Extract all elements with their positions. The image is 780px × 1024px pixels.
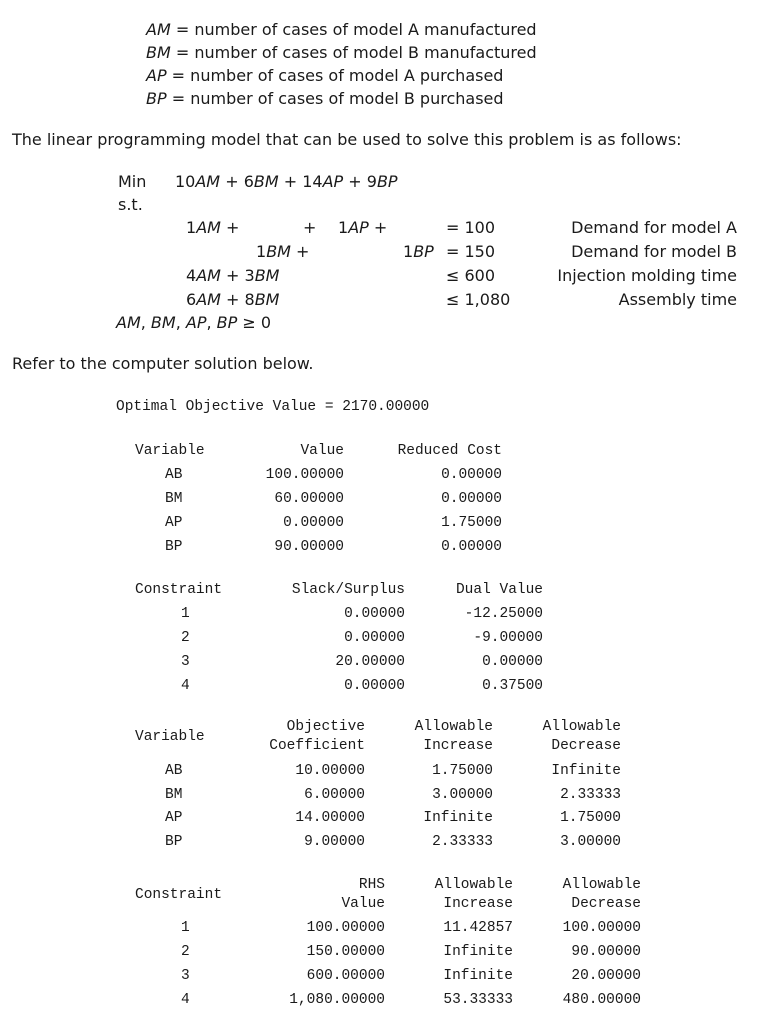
- rhs-range-row-1-dec: 100.00000: [562, 920, 641, 936]
- con-row-4-id: 4: [181, 678, 190, 694]
- rhs-range-row-2-value: 150.00000: [306, 944, 385, 960]
- constraint-3-desc: Injection molding time: [557, 266, 737, 285]
- rhs-range-row-3-inc: Infinite: [443, 968, 513, 984]
- rhs-range-header-value: Value: [341, 896, 385, 912]
- obj-range-row-3-coef: 14.00000: [295, 810, 365, 826]
- constraint-4-rhs: ≤ 1,080: [446, 290, 511, 309]
- con-row-1-dual: -12.25000: [464, 606, 543, 622]
- rhs-range-row-1-inc: 11.42857: [443, 920, 513, 936]
- min-label: Min: [118, 172, 147, 191]
- con-table-header-slack: Slack/Surplus: [291, 582, 405, 598]
- constraint-1-plus: +: [303, 218, 317, 237]
- nonnegativity: AM, BM, AP, BP ≥ 0: [116, 313, 272, 332]
- rhs-range-row-1-value: 100.00000: [306, 920, 385, 936]
- obj-range-row-4-dec: 3.00000: [560, 834, 621, 850]
- constraint-1-rhs: = 100: [446, 218, 496, 237]
- con-row-1-id: 1: [181, 606, 190, 622]
- constraint-1-term-ap: 1AP +: [338, 218, 388, 237]
- var-row-1-value: 100.00000: [265, 467, 344, 483]
- obj-range-row-1-dec: Infinite: [551, 763, 621, 779]
- rhs-range-row-2-inc: Infinite: [443, 944, 513, 960]
- obj-range-header-decrease: Decrease: [551, 738, 621, 754]
- con-row-4-slack: 0.00000: [344, 678, 405, 694]
- rhs-range-header-constraint: Constraint: [135, 887, 223, 903]
- obj-range-row-4-var: BP: [165, 834, 183, 850]
- obj-range-header-objective: Objective: [286, 719, 365, 735]
- var-row-1-name: AB: [165, 467, 183, 483]
- constraint-2-desc: Demand for model B: [571, 242, 737, 261]
- con-row-4-dual: 0.37500: [482, 678, 543, 694]
- con-row-3-id: 3: [181, 654, 190, 670]
- obj-range-row-4-coef: 9.00000: [304, 834, 365, 850]
- optimal-objective-value: Optimal Objective Value = 2170.00000: [116, 399, 430, 415]
- constraint-1-term-am: 1AM +: [186, 218, 240, 237]
- obj-range-row-2-coef: 6.00000: [304, 787, 365, 803]
- con-row-2-dual: -9.00000: [473, 630, 543, 646]
- var-row-2-value: 60.00000: [274, 491, 344, 507]
- var-table-header-variable: Variable: [135, 443, 205, 459]
- obj-range-header-allowable-dec: Allowable: [542, 719, 621, 735]
- var-row-3-value: 0.00000: [283, 515, 344, 531]
- intro-text: The linear programming model that can be used to solve this problem is as follows:: [12, 130, 682, 149]
- var-row-1-reduced-cost: 0.00000: [441, 467, 502, 483]
- con-row-3-dual: 0.00000: [482, 654, 543, 670]
- obj-range-row-3-inc: Infinite: [423, 810, 493, 826]
- con-row-2-slack: 0.00000: [344, 630, 405, 646]
- constraint-2-term-bp: 1BP: [403, 242, 434, 261]
- rhs-range-row-2-dec: 90.00000: [571, 944, 641, 960]
- var-row-2-reduced-cost: 0.00000: [441, 491, 502, 507]
- obj-range-row-2-inc: 3.00000: [432, 787, 493, 803]
- rhs-range-row-4-dec: 480.00000: [562, 992, 641, 1008]
- rhs-range-header-increase: Increase: [443, 896, 513, 912]
- con-row-2-id: 2: [181, 630, 190, 646]
- obj-range-header-variable: Variable: [135, 729, 205, 745]
- var-table-header-value: Value: [300, 443, 344, 459]
- rhs-range-row-4-inc: 53.33333: [443, 992, 513, 1008]
- var-row-4-reduced-cost: 0.00000: [441, 539, 502, 555]
- rhs-range-header-decrease: Decrease: [571, 896, 641, 912]
- rhs-range-row-3-id: 3: [181, 968, 190, 984]
- constraint-3-rhs: ≤ 600: [446, 266, 496, 285]
- obj-range-row-3-var: AP: [165, 810, 183, 826]
- constraint-1-desc: Demand for model A: [571, 218, 737, 237]
- definition-bm: BM = number of cases of model B manufactured: [146, 43, 537, 62]
- obj-range-row-3-dec: 1.75000: [560, 810, 621, 826]
- obj-range-header-coefficient: Coefficient: [269, 738, 365, 754]
- obj-range-row-4-inc: 2.33333: [432, 834, 493, 850]
- rhs-range-row-1-id: 1: [181, 920, 190, 936]
- rhs-range-header-allowable-inc: Allowable: [434, 877, 513, 893]
- obj-range-row-1-var: AB: [165, 763, 183, 779]
- constraint-2-term-bm: 1BM +: [256, 242, 310, 261]
- rhs-range-header-rhs: RHS: [358, 877, 385, 893]
- obj-range-row-1-coef: 10.00000: [295, 763, 365, 779]
- definition-ap: AP = number of cases of model A purchased: [146, 66, 504, 85]
- obj-range-header-allowable-inc: Allowable: [414, 719, 493, 735]
- con-table-header-dual: Dual Value: [455, 582, 543, 598]
- rhs-range-row-4-value: 1,080.00000: [289, 992, 385, 1008]
- con-table-header-constraint: Constraint: [135, 582, 223, 598]
- rhs-range-row-3-value: 600.00000: [306, 968, 385, 984]
- st-label: s.t.: [118, 195, 143, 214]
- objective-function: 10AM + 6BM + 14AP + 9BP: [175, 172, 398, 191]
- con-row-1-slack: 0.00000: [344, 606, 405, 622]
- constraint-2-rhs: = 150: [446, 242, 496, 261]
- var-row-4-name: BP: [165, 539, 183, 555]
- definition-am: AM = number of cases of model A manufactured: [146, 20, 537, 39]
- rhs-range-row-3-dec: 20.00000: [571, 968, 641, 984]
- rhs-range-row-2-id: 2: [181, 944, 190, 960]
- var-row-3-reduced-cost: 1.75000: [441, 515, 502, 531]
- constraint-4-lhs: 6AM + 8BM: [186, 290, 280, 309]
- refer-text: Refer to the computer solution below.: [12, 354, 314, 373]
- var-table-header-reduced-cost: Reduced Cost: [397, 443, 502, 459]
- rhs-range-header-allowable-dec: Allowable: [562, 877, 641, 893]
- var-row-4-value: 90.00000: [274, 539, 344, 555]
- constraint-4-desc: Assembly time: [618, 290, 737, 309]
- rhs-range-row-4-id: 4: [181, 992, 190, 1008]
- definition-bp: BP = number of cases of model B purchased: [146, 89, 504, 108]
- constraint-3-lhs: 4AM + 3BM: [186, 266, 280, 285]
- obj-range-row-2-var: BM: [165, 787, 183, 803]
- var-row-3-name: AP: [165, 515, 183, 531]
- obj-range-row-2-dec: 2.33333: [560, 787, 621, 803]
- obj-range-row-1-inc: 1.75000: [432, 763, 493, 779]
- obj-range-header-increase: Increase: [423, 738, 493, 754]
- var-row-2-name: BM: [165, 491, 183, 507]
- con-row-3-slack: 20.00000: [335, 654, 405, 670]
